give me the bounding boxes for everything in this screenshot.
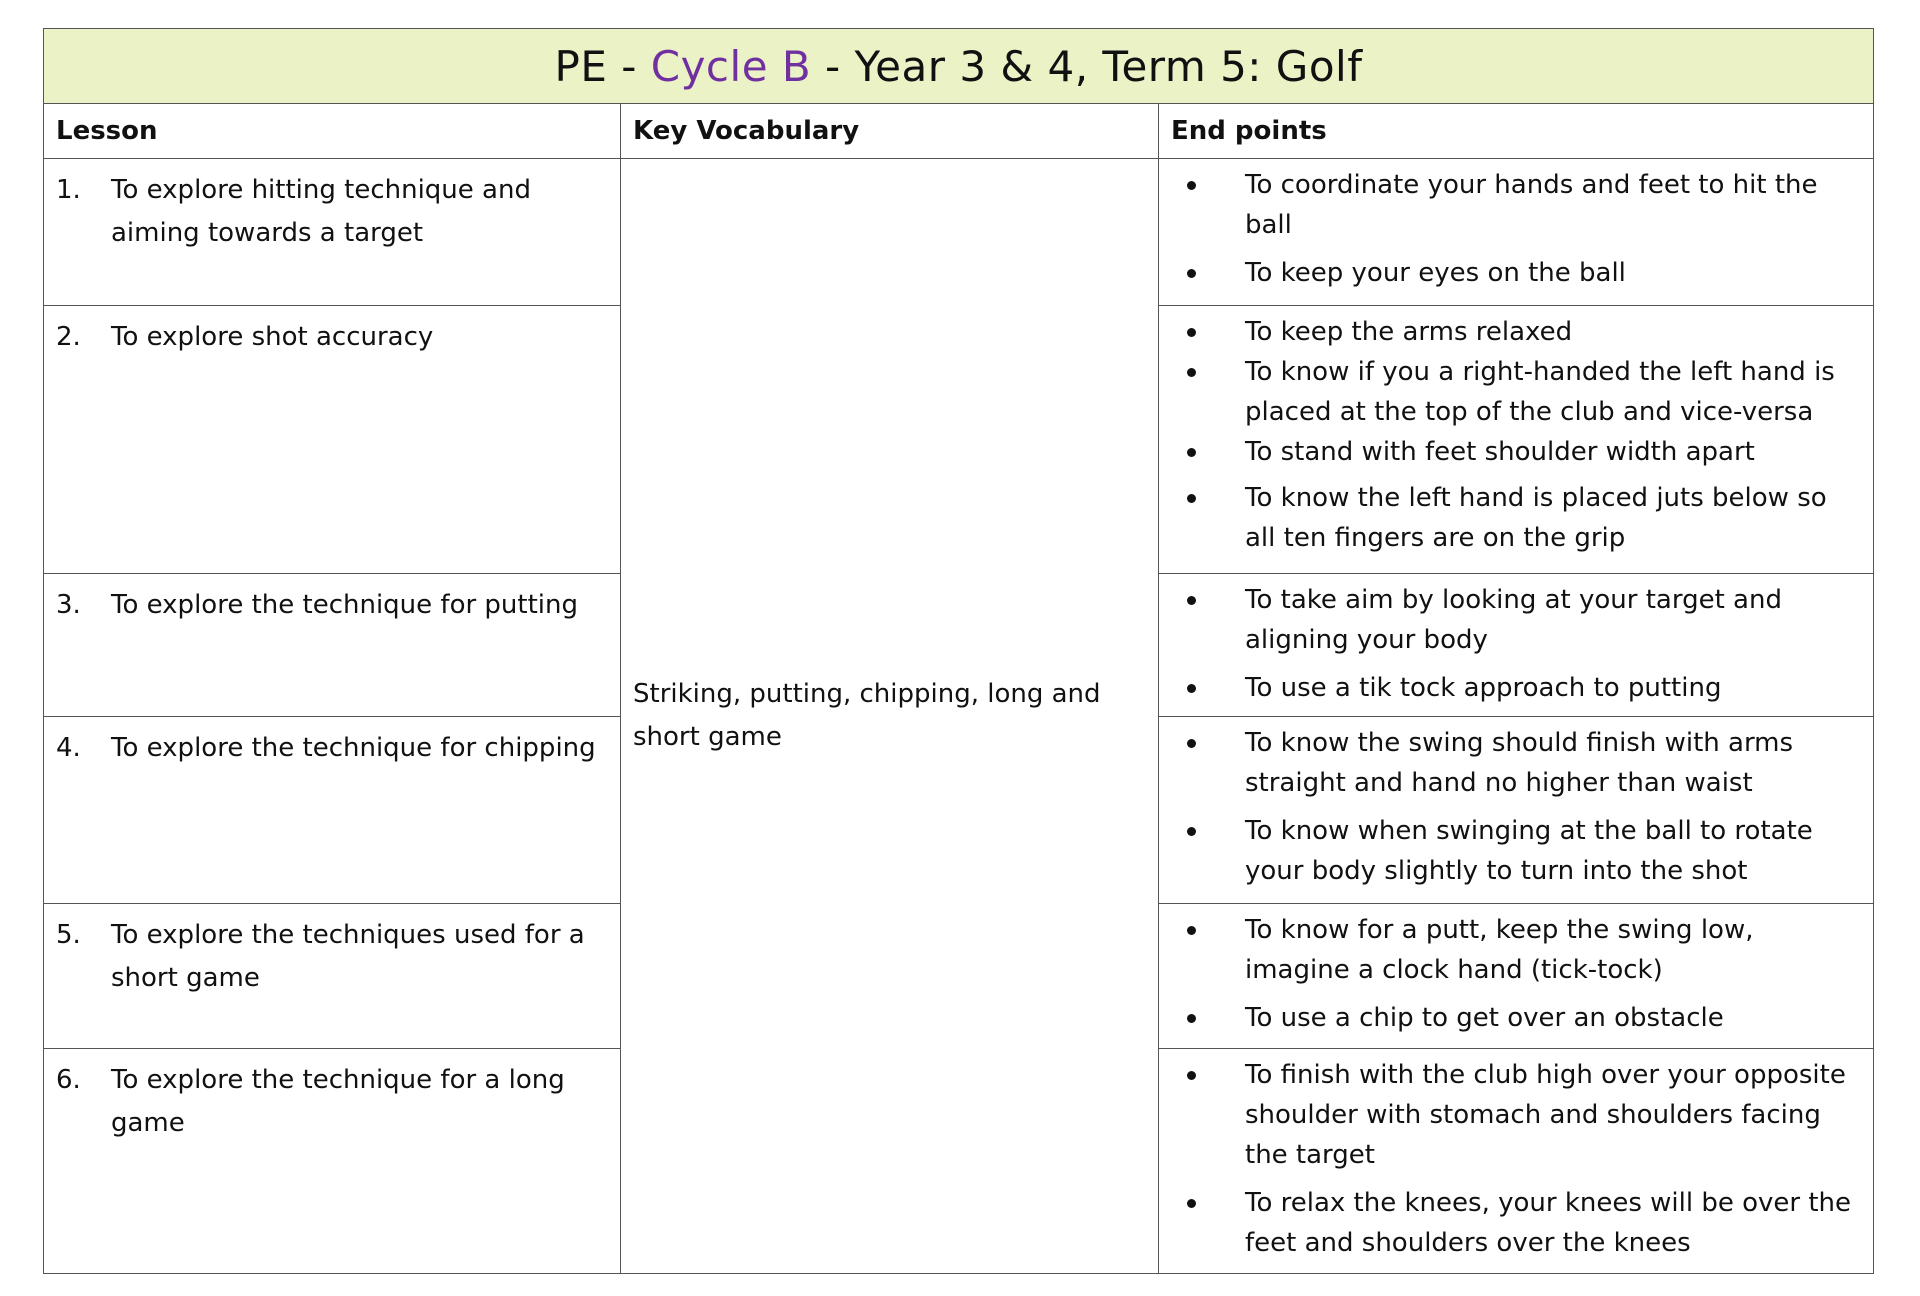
bullet-icon (1169, 910, 1245, 990)
title-suffix: - Year 3 & 4, Term 5: Golf (811, 41, 1363, 91)
bullet-icon (1169, 1183, 1245, 1263)
lesson-number: 3. (56, 590, 81, 620)
bullet-icon (1169, 1055, 1245, 1175)
lesson-cell (44, 306, 621, 574)
lesson-number: 2. (56, 322, 81, 352)
bullet-icon (1169, 312, 1245, 352)
header-lesson: Lesson (44, 104, 621, 159)
endpoints-list (1169, 165, 1863, 293)
lesson-text: To explore the technique for putting (111, 590, 579, 620)
lesson-text: To explore the technique for a long game (111, 1065, 565, 1138)
curriculum-table (43, 28, 1874, 1274)
lesson-cell (44, 717, 621, 904)
lesson-number: 6. (56, 1065, 81, 1095)
list-item (1169, 668, 1863, 708)
endpoint-text: To take aim by looking at your target and aligning your body (1245, 585, 1782, 655)
endpoints-list (1169, 312, 1863, 558)
endpoint-text: To use a tik tock approach to putting (1245, 673, 1722, 703)
list-item (1169, 811, 1863, 891)
list-item (1169, 352, 1863, 432)
bullet-icon (1169, 165, 1245, 245)
key-vocabulary-cell: Striking, putting, chipping, long and short game (621, 159, 1159, 1274)
lesson-cell (44, 1049, 621, 1274)
endpoints-cell (1159, 159, 1874, 306)
endpoints-list (1169, 723, 1863, 891)
list-item (1169, 253, 1863, 293)
list-item (1169, 723, 1863, 803)
endpoints-cell (1159, 1049, 1874, 1274)
title-prefix: PE - (554, 41, 651, 91)
endpoints-cell (1159, 904, 1874, 1049)
list-item (1169, 432, 1863, 472)
endpoints-list (1169, 1055, 1863, 1263)
endpoint-text: To keep the arms relaxed (1245, 317, 1573, 347)
page-title (44, 29, 1874, 104)
bullet-icon (1169, 253, 1245, 293)
lesson-text: To explore hitting technique and aiming towards a target (111, 175, 531, 248)
endpoint-text: To know for a putt, keep the swing low, imagine a clock hand (tick-tock) (1245, 915, 1754, 985)
bullet-icon (1169, 811, 1245, 891)
endpoint-text: To know if you a right-handed the left hand is placed at the top of the club and vice-versa (1245, 357, 1835, 427)
lesson-number: 1. (56, 175, 81, 205)
header-row (44, 104, 1874, 159)
list-item (1169, 1183, 1863, 1263)
lesson-cell (44, 904, 621, 1049)
endpoints-cell (1159, 306, 1874, 574)
title-accent: Cycle B (650, 41, 812, 91)
list-item (1169, 910, 1863, 990)
endpoint-text: To coordinate your hands and feet to hit the ball (1245, 170, 1818, 240)
endpoints-cell (1159, 574, 1874, 717)
endpoints-list (1169, 910, 1863, 1038)
lesson-number: 5. (56, 920, 81, 950)
list-item (1169, 998, 1863, 1038)
list-item (1169, 312, 1863, 352)
endpoints-cell (1159, 717, 1874, 904)
bullet-icon (1169, 432, 1245, 472)
endpoint-text: To know when swinging at the ball to rotate your body slightly to turn into the shot (1245, 816, 1813, 886)
bullet-icon (1169, 478, 1245, 558)
endpoint-text: To stand with feet shoulder width apart (1245, 437, 1755, 467)
bullet-icon (1169, 580, 1245, 660)
lesson-cell (44, 159, 621, 306)
list-item (1169, 1055, 1863, 1175)
endpoint-text: To relax the knees, your knees will be over the feet and shoulders over the knees (1245, 1188, 1852, 1258)
endpoints-list (1169, 580, 1863, 708)
lesson-text: To explore the technique for chipping (111, 733, 596, 763)
endpoint-text: To know the swing should finish with arms straight and hand no higher than waist (1245, 728, 1794, 798)
lesson-number: 4. (56, 733, 81, 763)
list-item (1169, 165, 1863, 245)
endpoint-text: To use a chip to get over an obstacle (1245, 1003, 1724, 1033)
endpoint-text: To finish with the club high over your opposite shoulder with stomach and shoulders facing the target (1245, 1060, 1846, 1170)
list-item (1169, 478, 1863, 558)
endpoint-text: To keep your eyes on the ball (1245, 258, 1626, 288)
curriculum-sheet (43, 28, 1873, 1274)
bullet-icon (1169, 352, 1245, 432)
lesson-text: To explore shot accuracy (111, 322, 434, 352)
header-key-vocabulary: Key Vocabulary (621, 104, 1159, 159)
table-row (44, 159, 1874, 306)
bullet-icon (1169, 998, 1245, 1038)
title-row (44, 29, 1874, 104)
lesson-cell (44, 574, 621, 717)
list-item (1169, 580, 1863, 660)
bullet-icon (1169, 723, 1245, 803)
endpoint-text: To know the left hand is placed juts below so all ten fingers are on the grip (1245, 483, 1827, 553)
header-end-points: End points (1159, 104, 1874, 159)
bullet-icon (1169, 668, 1245, 708)
lesson-text: To explore the techniques used for a short game (111, 920, 585, 993)
